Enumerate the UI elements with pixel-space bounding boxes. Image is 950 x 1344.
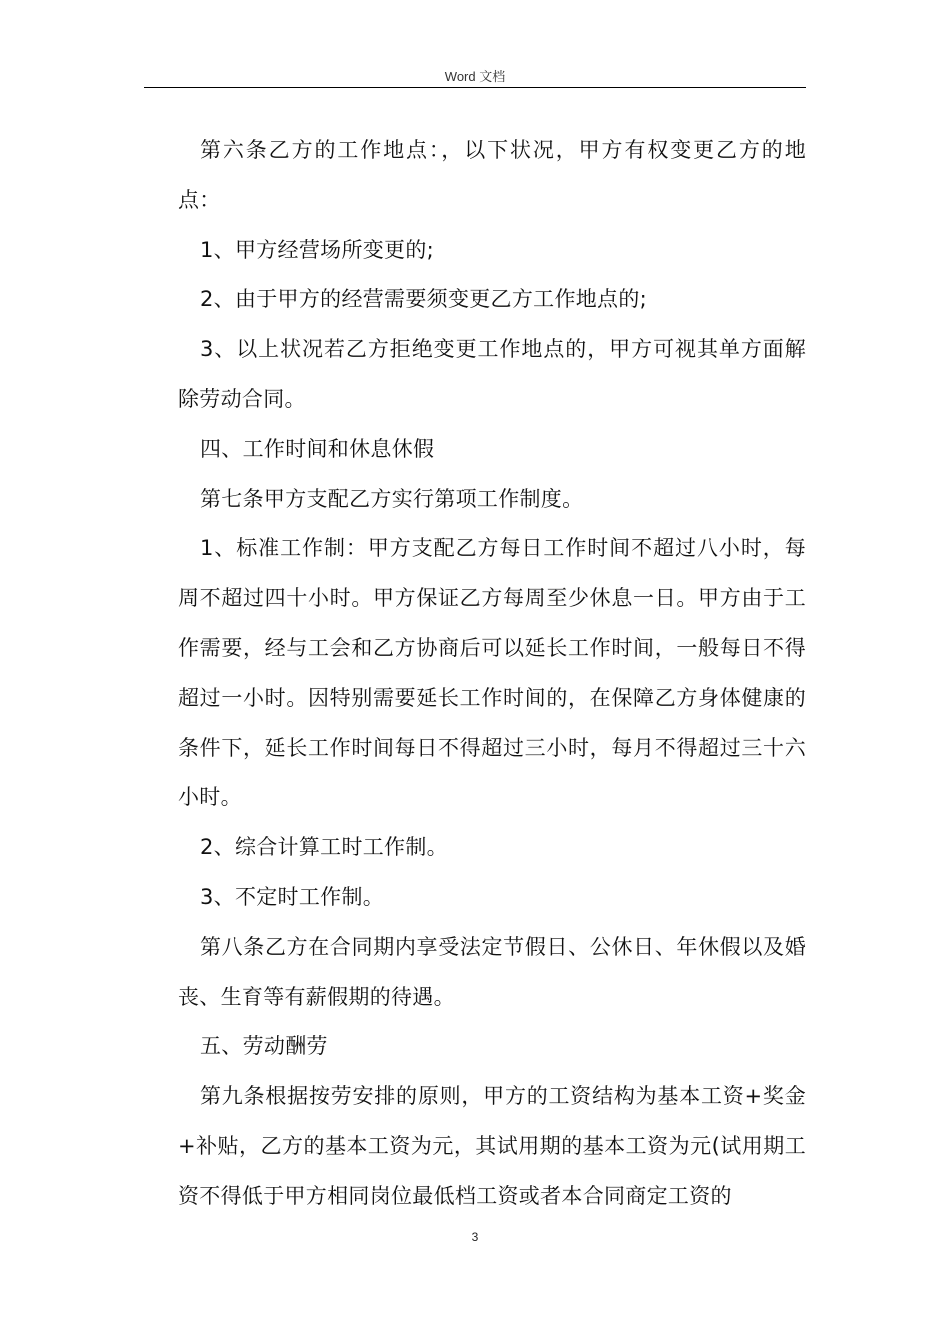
- paragraph-item-3: 3、以上状况若乙方拒绝变更工作地点的，甲方可视其单方面解除劳动合同。: [178, 337, 806, 411]
- document-body: [178, 126, 806, 1222]
- paragraph-standard-hours: 1、标准工作制：甲方支配乙方每日工作时间不超过八小时，每周不超过四十小时。甲方保证乙方每周至少休息一日。甲方由于工作需要，经与工会和乙方协商后可以延长工作时间，一般每日不得超过一小时。因特别需要延长工作时间的，在保障乙方身体健康的条件下，延长工作时间每日不得超过三小时，每月不得超过三十六小时。: [178, 536, 806, 810]
- paragraph-comprehensive-hours: 2、综合计算工时工作制。: [200, 835, 448, 860]
- page-header: Word 文档: [444, 69, 506, 84]
- paragraph-item-2: 2、由于甲方的经营需要须变更乙方工作地点的;: [200, 287, 648, 312]
- header-divider: [144, 87, 806, 88]
- section-heading-5: 五、劳动酬劳: [200, 1034, 328, 1059]
- paragraph-flexible-hours: 3、不定时工作制。: [200, 884, 385, 909]
- paragraph-article-7: 第七条甲方支配乙方实行第项工作制度。: [200, 486, 584, 511]
- paragraph-article-8: 第八条乙方在合同期内享受法定节假日、公休日、年休假以及婚丧、生育等有薪假期的待遇。: [178, 934, 806, 1009]
- paragraph-article-9: 第九条根据按劳安排的原则，甲方的工资结构为基本工资+奖金+补贴，乙方的基本工资为元，其试用期的基本工资为元(试用期工资不得低于甲方相同岗位最低档工资或者本合同商定工资的: [178, 1084, 806, 1208]
- page-number: 3: [471, 1230, 479, 1244]
- paragraph-article-6: 第六条乙方的工作地点：，以下状况，甲方有权变更乙方的地点：: [178, 138, 806, 212]
- section-heading-4: 四、工作时间和休息休假: [200, 436, 435, 461]
- paragraph-item-1: 1、甲方经营场所变更的;: [200, 237, 435, 262]
